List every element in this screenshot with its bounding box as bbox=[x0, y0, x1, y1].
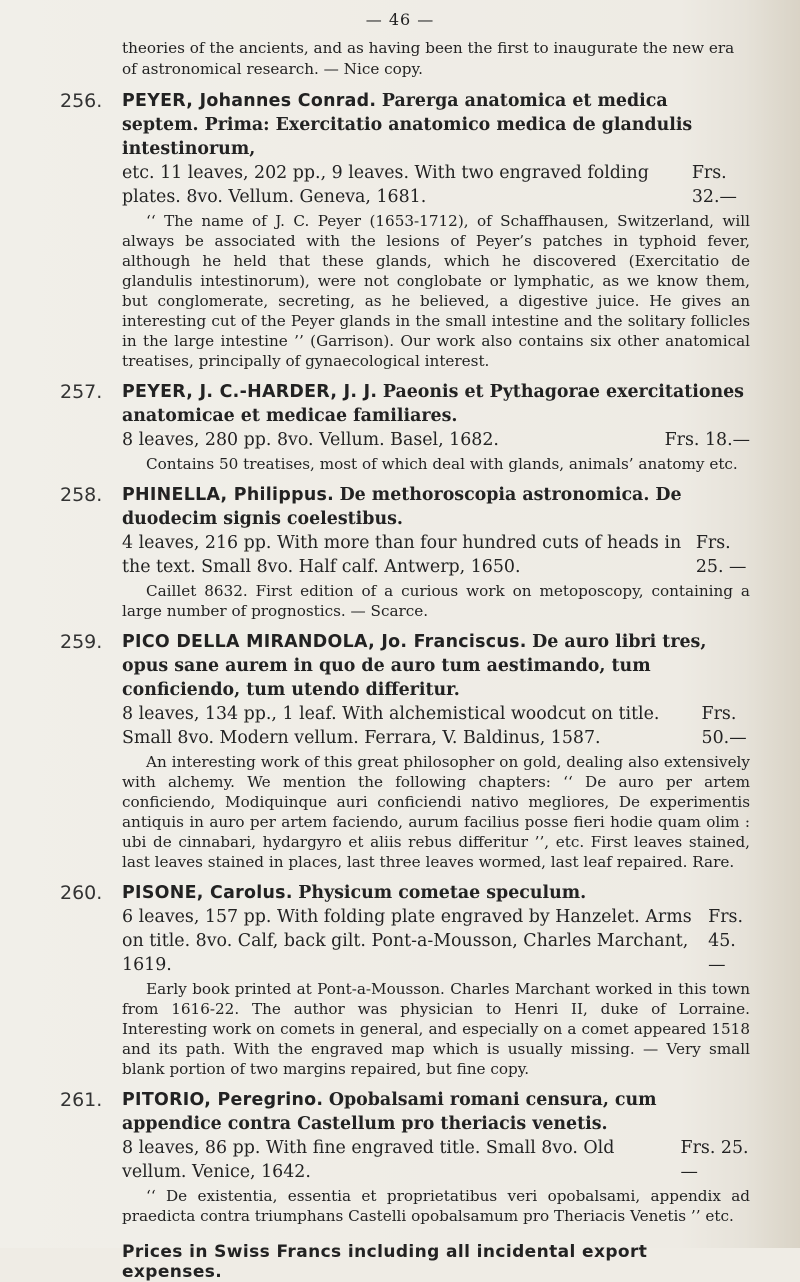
entry-collation: 8 leaves, 280 pp. 8vo. Vellum. Basel, 1682. bbox=[122, 430, 499, 450]
entry-number: 258. bbox=[60, 484, 103, 506]
entry-collation: etc. 11 leaves, 202 pp., 9 leaves. With two engraved folding plates. 8vo. Vellum. Geneva, 1681. bbox=[122, 163, 649, 207]
entry-body bbox=[122, 1088, 750, 1226]
catalogue-entry bbox=[60, 483, 750, 621]
catalogue-entry bbox=[60, 881, 750, 1079]
entry-body bbox=[122, 380, 750, 474]
entry-title: Paeonis et Pythagorae exercitationes anatomicae et medicae familiares. bbox=[122, 382, 744, 426]
entry-number: 259. bbox=[60, 631, 103, 653]
page-number: — 46 — bbox=[365, 10, 435, 29]
entry-price: Frs. 32.— bbox=[691, 163, 737, 207]
entry-note: ‘‘ The name of J. C. Peyer (1653-1712), of Schaffhausen, Switzerland, will always be associated with the lesions of Peyer’s patches in typhoid fever, although he held that these glands, which he discovered (Exercitatio de glandulis intestinorum), were not conglobate or lymphatic, as we know them, but conglomerate, secreting, as he believed, a digestive juice. He gives an interesting cut of the Peyer glands in the small intestine and the solitary follicles in the large intestine ’’ (Garrison). Our work also contains six other anatomical treatises, principally of gynaecological interest. bbox=[122, 212, 750, 370]
entry-title: Parerga anatomica et medica septem. Prima: Exercitatio anatomico medica de glandulis intestinorum, bbox=[122, 91, 693, 159]
entry-title: De methoroscopia astronomica. De duodecim signis coelestibus. bbox=[122, 485, 682, 529]
entry-note: An interesting work of this great philosopher on gold, dealing also extensively with alchemy. We mention the following chapters: ‘‘ De auro per artem conficiendo, Modiquinque auri conficiendi nativo megliores, De experimentis antiquis in auro per artem faciendo, aurum facilius posse fieri hodie quam olim : ubi de cinnabari, hydargyro et aliis rebus differitur ’’, etc. First leaves stained, last leaves stained in places, last three leaves wormed, last leaf repaired. Rare. bbox=[122, 753, 750, 871]
entry-note: Early book printed at Pont-a-Mousson. Charles Marchant worked in this town from 1616-22. The author was physician to Henri II, duke of Lorraine. Interesting work on comets in general, and especially on a comet appeared 1518 and its path. With the engraved map which is usually missing. — Very small blank portion of two margins repaired, but fine copy. bbox=[122, 980, 750, 1078]
entry-collation: 4 leaves, 216 pp. With more than four hundred cuts of heads in the text. Small 8vo. Half calf. Antwerp, 1650. bbox=[122, 533, 682, 577]
entry-price: Frs. 18.— bbox=[664, 430, 750, 450]
entry-note: Caillet 8632. First edition of a curious work on metoposcopy, containing a large number of prognostics. — Scarce. bbox=[122, 582, 750, 620]
entry-author: PHINELLA, Philippus. bbox=[122, 485, 335, 505]
entry-title: Opobalsami romani censura, cum appendice contra Castellum pro theriacis venetis. bbox=[122, 1090, 657, 1134]
entry-collation: 8 leaves, 86 pp. With fine engraved title. Small 8vo. Old vellum. Venice, 1642. bbox=[122, 1138, 615, 1182]
entry-price: Frs. 25.— bbox=[680, 1138, 749, 1182]
entry-title: Physicum cometae speculum. bbox=[298, 883, 587, 903]
entry-collation: 6 leaves, 157 pp. With folding plate engraved by Hanzelet. Arms on title. 8vo. Calf, back gilt. Pont-a-Mousson, Charles Marchant, 1619. bbox=[122, 907, 692, 975]
catalogue-entry bbox=[60, 630, 750, 872]
entry-body bbox=[122, 881, 750, 1079]
intro-text: theories of the ancients, and as having been the first to inaugurate the new era of astronomical research. — Nice copy. bbox=[122, 39, 735, 78]
entry-price: Frs. 25. — bbox=[695, 533, 747, 577]
entry-number: 257. bbox=[60, 381, 103, 403]
entry-price: Frs. 50.— bbox=[701, 704, 747, 748]
catalogue-entry bbox=[60, 89, 750, 371]
entry-author: PITORIO, Peregrino. bbox=[122, 1090, 324, 1110]
entry-title: De auro libri tres, opus sane aurem in quo de auro tum aestimando, tum conficiendo, tum utendo differitur. bbox=[122, 632, 707, 700]
entry-author: PICO DELLA MIRANDOLA, Jo. Franciscus. bbox=[122, 632, 527, 652]
entry-body bbox=[122, 630, 750, 872]
catalogue-content bbox=[60, 38, 750, 1282]
entry-author: PEYER, Johannes Conrad. bbox=[122, 91, 377, 111]
price-footnote: Prices in Swiss Francs including all incidental export expenses. bbox=[122, 1242, 648, 1282]
entry-number: 260. bbox=[60, 882, 103, 904]
catalogue-entry bbox=[60, 1088, 750, 1226]
entry-number: 256. bbox=[60, 90, 103, 112]
entry-price: Frs. 45.— bbox=[708, 907, 743, 975]
catalogue-entry bbox=[60, 380, 750, 474]
entry-note: Contains 50 treatises, most of which deal with glands, animals’ anatomy etc. bbox=[146, 455, 738, 473]
entry-collation: 8 leaves, 134 pp., 1 leaf. With alchemistical woodcut on title. Small 8vo. Modern vellum. Ferrara, V. Baldinus, 1587. bbox=[122, 704, 660, 748]
entry-body bbox=[122, 483, 750, 621]
entry-author: PEYER, J. C.-HARDER, J. J. bbox=[122, 382, 378, 402]
entry-author: PISONE, Carolus. bbox=[122, 883, 293, 903]
entry-number: 261. bbox=[60, 1089, 103, 1111]
entry-body bbox=[122, 89, 750, 371]
entry-note: ‘‘ De existentia, essentia et proprietatibus veri opobalsami, appendix ad praedicta contra triumphans Castelli opobalsamum pro Theriacis Venetis ’’ etc. bbox=[122, 1187, 750, 1225]
